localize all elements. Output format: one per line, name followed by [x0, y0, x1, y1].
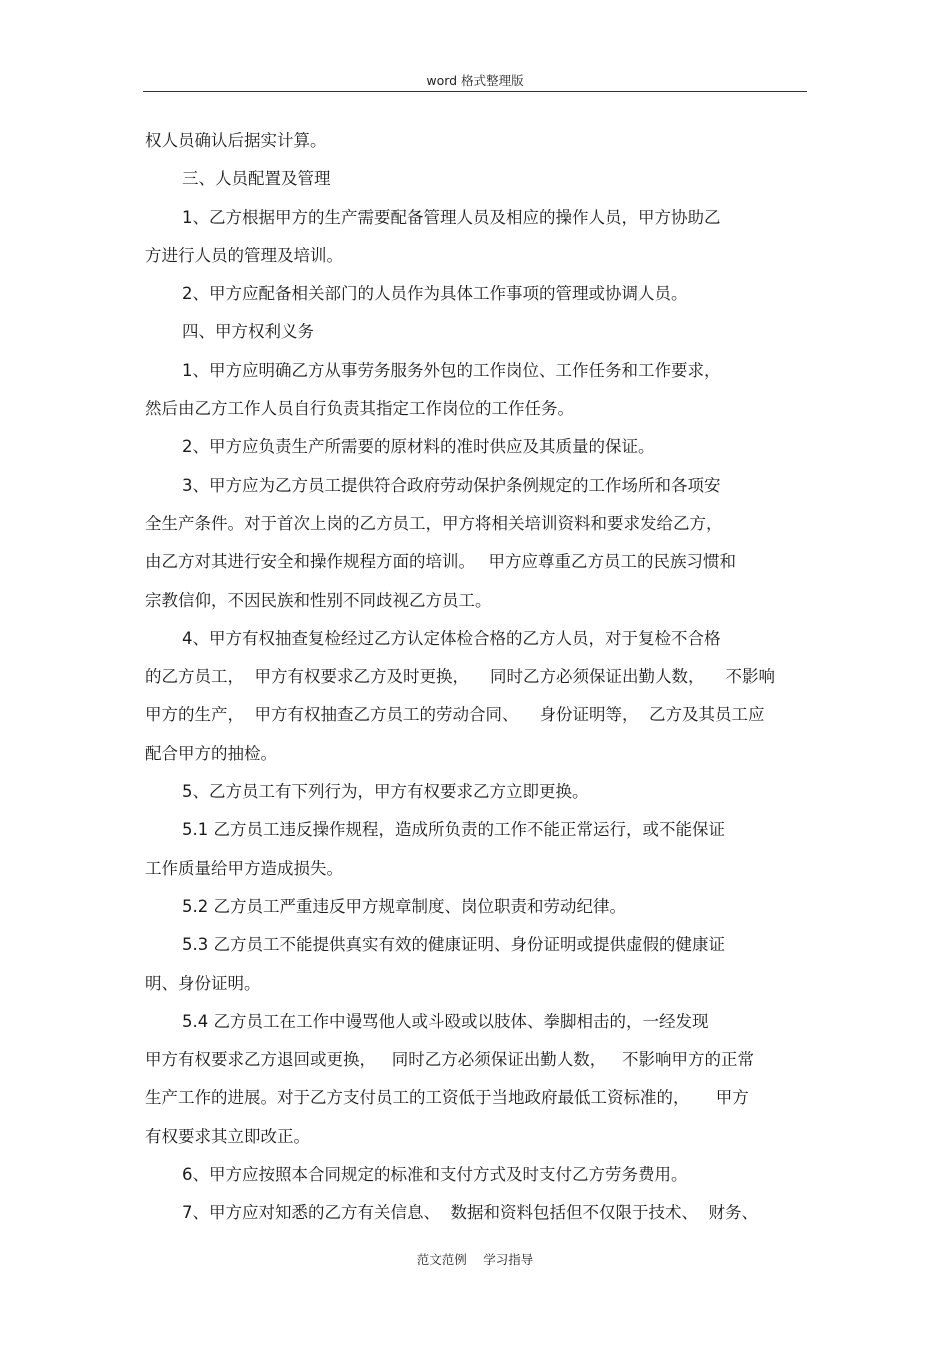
body-line: 四、甲方权利义务	[182, 322, 314, 342]
body-line: 由乙方对其进行安全和操作规程方面的培训。 甲方应尊重乙方员工的民族习惯和	[145, 552, 736, 572]
body-line: 3、甲方应为乙方员工提供符合政府劳动保护条例规定的工作场所和各项安	[182, 475, 721, 495]
body-line: 甲方的生产， 甲方有权抽查乙方员工的劳动合同、 身份证明等， 乙方及其员工应	[145, 705, 765, 725]
body-line: 工作质量给甲方造成损失。	[145, 858, 343, 878]
body-line: 配合甲方的抽检。	[145, 743, 277, 763]
body-line: 甲方有权要求乙方退回或更换， 同时乙方必须保证出勤人数， 不影响甲方的正常	[145, 1050, 754, 1070]
body-line: 方进行人员的管理及培训。	[145, 245, 343, 265]
body-line: 1、乙方根据甲方的生产需要配备管理人员及相应的操作人员，甲方协助乙	[182, 207, 721, 227]
document-body	[145, 122, 807, 1233]
page-footer: 范文范例 学习指导	[416, 1252, 534, 1267]
body-line: 1、甲方应明确乙方从事劳务服务外包的工作岗位、工作任务和工作要求，	[182, 360, 721, 380]
body-line: 三、人员配置及管理	[182, 169, 331, 189]
body-line: 生产工作的进展。对于乙方支付员工的工资低于当地政府最低工资标准的， 甲方	[145, 1088, 749, 1108]
body-line: 5.4 乙方员工在工作中谩骂他人或斗殴或以肢体、拳脚相击的，一经发现	[182, 1011, 709, 1031]
body-line: 5.1 乙方员工违反操作规程，造成所负责的工作不能正常运行，或不能保证	[182, 820, 725, 840]
body-line: 5.3 乙方员工不能提供真实有效的健康证明、身份证明或提供虚假的健康证	[182, 935, 725, 955]
body-line: 全生产条件。对于首次上岗的乙方员工，甲方将相关培训资料和要求发给乙方，	[145, 513, 723, 533]
body-line: 5.2 乙方员工严重违反甲方规章制度、岗位职责和劳动纪律。	[182, 896, 626, 916]
body-line: 权人员确认后据实计算。	[145, 131, 327, 150]
body-line: 4、甲方有权抽查复检经过乙方认定体检合格的乙方人员，对于复检不合格	[182, 628, 721, 648]
body-line: 然后由乙方工作人员自行负责其指定工作岗位的工作任务。	[145, 399, 574, 419]
body-line: 的乙方员工， 甲方有权要求乙方及时更换， 同时乙方必须保证出勤人数， 不影响	[145, 667, 775, 687]
body-line: 宗教信仰，不因民族和性别不同歧视乙方员工。	[145, 590, 492, 610]
body-line: 2、甲方应配备相关部门的人员作为具体工作事项的管理或协调人员。	[182, 284, 688, 304]
body-line: 7、甲方应对知悉的乙方有关信息、 数据和资料包括但不仅限于技术、 财务、	[182, 1203, 758, 1223]
body-line: 明、身份证明。	[145, 973, 261, 993]
body-line: 2、甲方应负责生产所需要的原材料的准时供应及其质量的保证。	[182, 437, 655, 457]
body-line: 6、甲方应按照本合同规定的标准和支付方式及时支付乙方劳务费用。	[182, 1165, 688, 1185]
page-header: word 格式整理版	[426, 73, 524, 88]
header-divider	[143, 91, 807, 92]
body-line: 有权要求其立即改正。	[145, 1126, 310, 1146]
body-line: 5、乙方员工有下列行为，甲方有权要求乙方立即更换。	[182, 782, 589, 802]
